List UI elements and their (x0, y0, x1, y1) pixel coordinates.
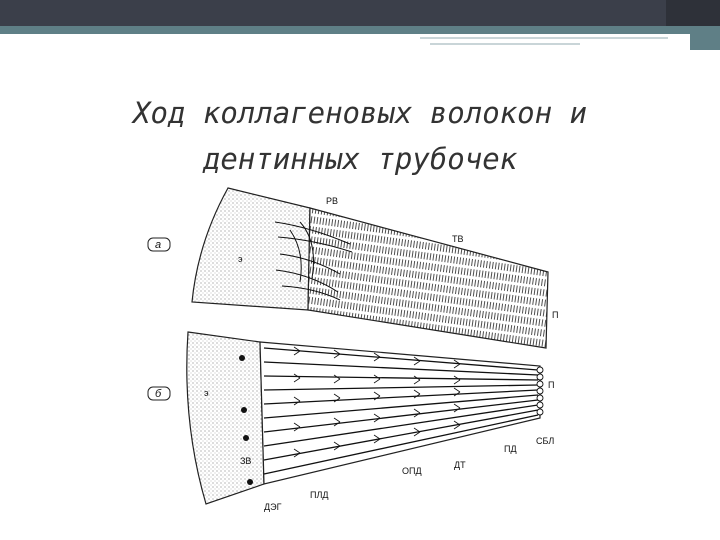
panel-b-label-dej: ДЭГ (264, 502, 282, 512)
panel-b-label-zv: ЗВ (240, 456, 252, 466)
panel-b-label-sbl: СБЛ (536, 436, 555, 446)
panel-b-label-pld: ПЛД (310, 490, 329, 500)
panel-a-label-enamel: э (238, 254, 243, 264)
slide-decor-line (420, 37, 668, 39)
panel-b (148, 332, 554, 512)
panel-a-label-pulp: П (552, 310, 559, 320)
panel-b-label-opd: ОПД (402, 466, 422, 476)
slide-title-line-2: дентинных трубочек (202, 142, 518, 176)
slide-decor-line (430, 43, 580, 45)
panel-a-label-tv: ТВ (452, 234, 464, 244)
panel-a (148, 188, 558, 348)
slide-header-corner (666, 0, 720, 26)
panel-b-label-pulp: П (548, 380, 555, 390)
panel-b-marker: б (155, 388, 162, 400)
slide-accent-bar (0, 26, 720, 34)
slide-accent-corner (690, 34, 720, 50)
panel-a-marker: а (155, 239, 162, 251)
slide-title-line-1: Ход коллагеновых волокон и (133, 96, 587, 130)
panel-a-label-rv: РВ (326, 196, 339, 206)
slide-title (60, 90, 660, 182)
panel-b-enamel (187, 332, 264, 504)
collagen-fiber-diagram (140, 182, 570, 522)
panel-b-label-pd: ПД (504, 444, 517, 454)
panel-b-label-enamel: э (204, 388, 209, 398)
slide-header-bar (0, 0, 720, 26)
panel-a-enamel (192, 188, 310, 310)
panel-a-dentin (308, 208, 548, 348)
panel-b-label-dt: ДТ (454, 460, 466, 470)
